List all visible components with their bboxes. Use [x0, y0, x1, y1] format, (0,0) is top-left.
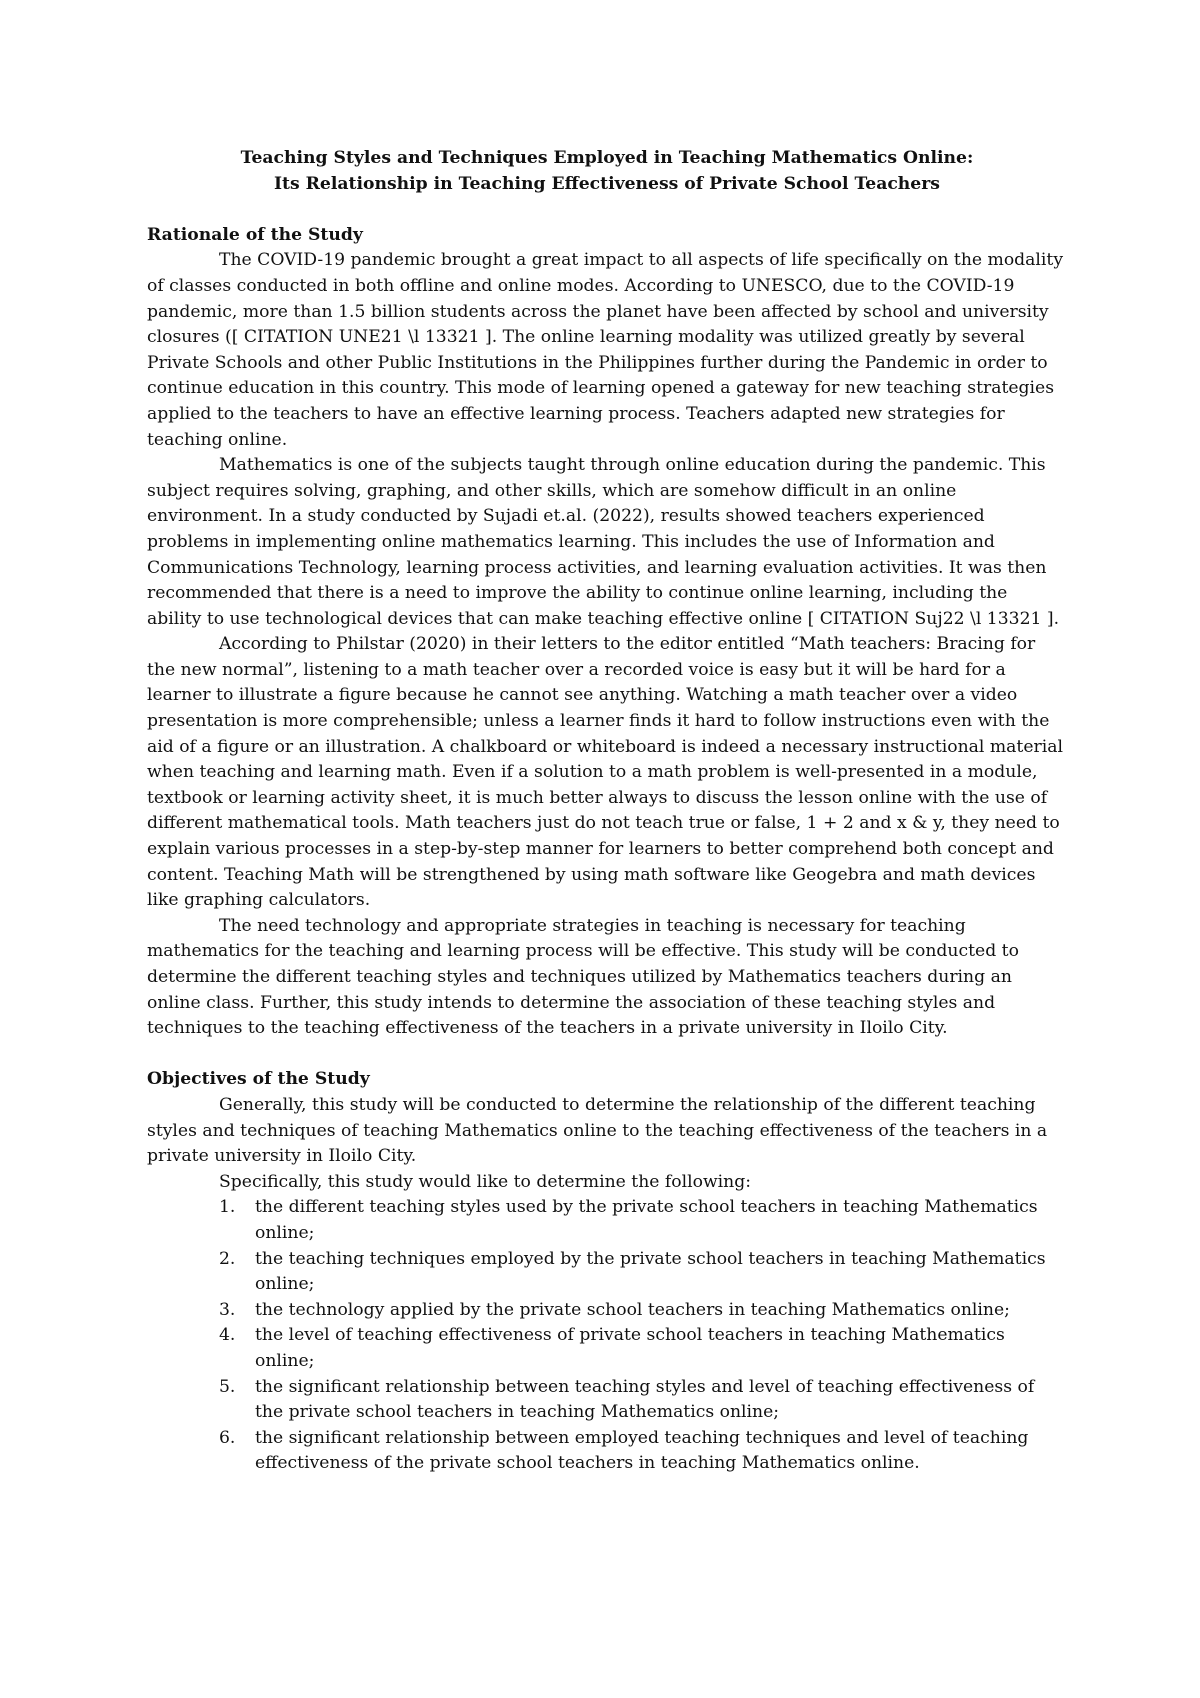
list-item-text: the technology applied by the private school teachers in teaching Mathematics online; — [255, 1299, 1010, 1320]
list-item-number: 4. — [219, 1325, 236, 1346]
rationale-paragraph-2: Mathematics is one of the subjects taught through online education during the pandemic. This subject requires solving, graphing, and other skills, which are somehow difficult in an online environment. In a study conducted by Sujadi et.al. (2022), results showed teachers experienced problems in implementing online mathematics learning. This includes the use of Information and Communications Technology, learning process activities, and learning evaluation activities. It was then recommended that there is a need to improve the ability to continue online learning, including the ability to use technological devices that can make teaching effective online [ CITATION Suj22 \l 13321 ]. — [147, 455, 1060, 629]
list-item-number: 1. — [219, 1197, 236, 1218]
rationale-paragraph-3: According to Philstar (2020) in their letters to the editor entitled “Math teachers: Bracing for the new normal”, listening to a math teacher over a recorded voice is easy but it will be hard for a learner to illustrate a figure because he cannot see anything. Watching a math teacher over a video presentation is more comprehensible; unless a learner finds it hard to follow instructions even with the aid of a figure or an illustration. A chalkboard or whiteboard is indeed a necessary instructional material when teaching and learning math. Even if a solution to a math problem is well-presented in a module, textbook or learning activity sheet, it is much better always to discuss the lesson online with the use of different mathematical tools. Math teachers just do not teach true or false, 1 + 2 and x & y, they need to explain various processes in a step-by-step manner for learners to better comprehend both concept and content. Teaching Math will be strengthened by using math software like Geogebra and math devices like graphing calculators. — [147, 634, 1063, 911]
list-item-number: 2. — [219, 1248, 236, 1269]
title-line-1: Teaching Styles and Techniques Employed in Teaching Mathematics Online: — [240, 148, 974, 168]
list-item — [147, 1247, 1067, 1298]
list-item — [147, 1375, 1067, 1426]
list-item — [147, 1426, 1067, 1477]
list-item-text: the significant relationship between employed teaching techniques and level of teaching effectiveness of the private school teachers in teaching Mathematics online. — [255, 1427, 1029, 1474]
list-item-text: the significant relationship between teaching styles and level of teaching effectiveness of the private school teachers in teaching Mathematics online; — [255, 1376, 1035, 1423]
rationale-paragraph-1: The COVID-19 pandemic brought a great impact to all aspects of life specifically on the modality of classes conducted in both offline and online modes. According to UNESCO, due to the COVID-19 pandemic, more than 1.5 billion students across the planet have been affected by school and university closures ([ CITATION UNE21 \l 13321 ]. The online learning modality was utilized greatly by several Private Schools and other Public Institutions in the Philippines further during the Pandemic in order to continue education in this country. This mode of learning opened a gateway for new teaching strategies applied to the teachers to have an effective learning process. Teachers adapted new strategies for teaching online. — [147, 250, 1064, 450]
list-item-number: 5. — [219, 1376, 236, 1397]
objectives-heading: Objectives of the Study — [147, 1069, 370, 1090]
list-item-number: 3. — [219, 1299, 236, 1320]
list-item-text: the level of teaching effectiveness of private school teachers in teaching Mathematics online; — [255, 1325, 1005, 1371]
document-title — [147, 146, 1067, 197]
list-item-text: the different teaching styles used by the private school teachers in teaching Mathematics online; — [255, 1197, 1038, 1243]
rationale-paragraph-4: The need technology and appropriate strategies in teaching is necessary for teaching mathematics for the teaching and learning process will be effective. This study will be conducted to determine the different teaching styles and techniques utilized by Mathematics teachers during an online class. Further, this study intends to determine the association of these teaching styles and techniques to the teaching effectiveness of the teachers in a private university in Iloilo City. — [147, 915, 1019, 1039]
objectives-specific-intro: Specifically, this study would like to determine the following: — [219, 1171, 752, 1192]
title-line-2: Its Relationship in Teaching Effectiveness of Private School Teachers — [274, 173, 940, 194]
rationale-heading: Rationale of the Study — [147, 224, 363, 245]
list-item-text: the teaching techniques employed by the private school teachers in teaching Mathematics online; — [255, 1248, 1046, 1295]
document-page — [147, 146, 1067, 1477]
list-item — [147, 1323, 1067, 1374]
list-item — [147, 1195, 1067, 1246]
list-item — [147, 1298, 1067, 1324]
objectives-general-paragraph: Generally, this study will be conducted to determine the relationship of the different teaching styles and techniques of teaching Mathematics online to the teaching effectiveness of the teachers in a private university in Iloilo City. — [147, 1094, 1048, 1167]
list-item-number: 6. — [219, 1427, 236, 1448]
objectives-list — [147, 1195, 1067, 1477]
